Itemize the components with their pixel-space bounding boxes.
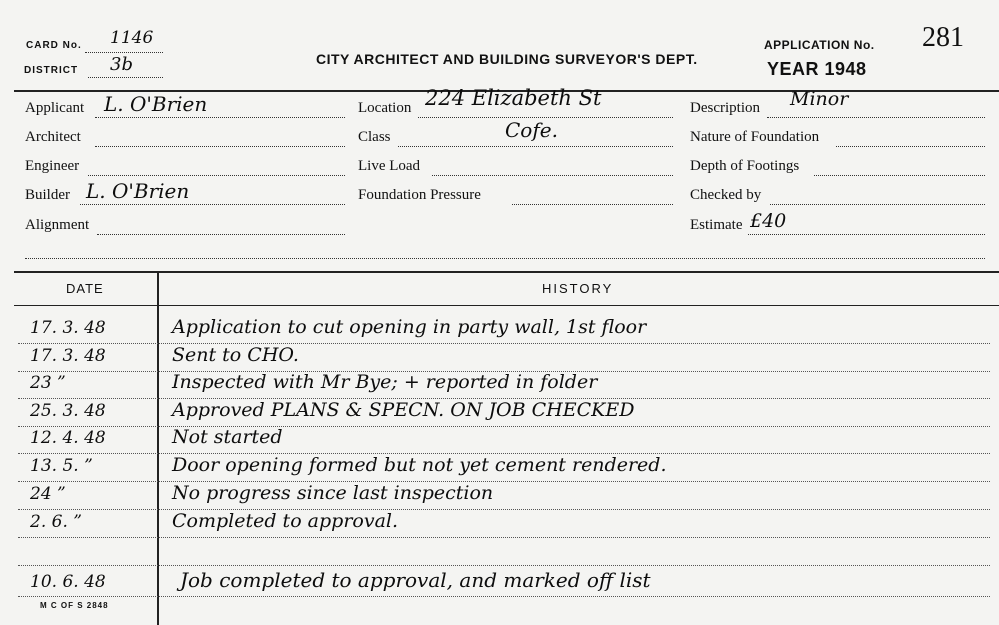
history-date: 13. 5. ” bbox=[30, 456, 93, 476]
history-date: 25. 3. 48 bbox=[30, 401, 106, 421]
applicant-label: Applicant bbox=[25, 100, 85, 116]
estimate-value: £40 bbox=[750, 210, 787, 232]
history-entry: Not started bbox=[172, 426, 283, 448]
history-date: 24 ” bbox=[30, 484, 66, 504]
location-label: Location bbox=[358, 100, 412, 116]
card-no-label: CARD No. bbox=[26, 40, 82, 51]
alignment-label: Alignment bbox=[25, 217, 90, 233]
engineer-label: Engineer bbox=[25, 158, 80, 174]
district-label: DISTRICT bbox=[24, 65, 79, 76]
description-value: Minor bbox=[790, 88, 849, 110]
history-date: 10. 6. 48 bbox=[30, 572, 106, 592]
history-entry: Job completed to approval, and marked off list bbox=[180, 568, 651, 592]
checked-by-label: Checked by bbox=[690, 187, 762, 203]
architect-label: Architect bbox=[25, 129, 81, 145]
history-date: 17. 3. 48 bbox=[30, 346, 106, 366]
history-entry: Sent to CHO. bbox=[172, 344, 299, 366]
estimate-label: Estimate bbox=[690, 217, 743, 233]
applicant-value: L. O'Brien bbox=[104, 92, 208, 116]
description-label: Description bbox=[690, 100, 760, 116]
history-date: 2. 6. ” bbox=[30, 512, 82, 532]
application-no-value: 281 bbox=[922, 22, 964, 53]
history-date: 23 ” bbox=[30, 373, 66, 393]
class-value: Cofe. bbox=[505, 118, 558, 142]
history-column-header: HISTORY bbox=[542, 281, 614, 296]
location-value: 224 Elizabeth St bbox=[425, 86, 602, 110]
history-entry: Inspected with Mr Bye; + reported in folder bbox=[172, 371, 598, 393]
history-entry: Approved PLANS & SPECN. ON JOB CHECKED bbox=[172, 399, 635, 421]
history-entry: Door opening formed but not yet cement rendered. bbox=[172, 454, 667, 476]
nature-of-foundation-label: Nature of Foundation bbox=[690, 129, 820, 145]
history-entry: Application to cut opening in party wall, 1st floor bbox=[172, 316, 647, 338]
history-date: 17. 3. 48 bbox=[30, 318, 106, 338]
history-entry: No progress since last inspection bbox=[172, 482, 494, 504]
date-column-header: DATE bbox=[66, 281, 104, 296]
district-value: 3b bbox=[110, 54, 133, 75]
builder-value: L. O'Brien bbox=[86, 179, 190, 203]
builder-label: Builder bbox=[25, 187, 70, 203]
live-load-label: Live Load bbox=[358, 158, 421, 174]
class-label: Class bbox=[358, 129, 391, 145]
history-date: 12. 4. 48 bbox=[30, 428, 106, 448]
application-no-label: APPLICATION No. bbox=[764, 38, 875, 52]
year-label: YEAR 1948 bbox=[767, 59, 867, 79]
depth-of-footings-label: Depth of Footings bbox=[690, 158, 800, 174]
department-title: CITY ARCHITECT AND BUILDING SURVEYOR'S DEPT. bbox=[316, 51, 698, 67]
card-no-value: 1146 bbox=[110, 28, 154, 48]
form-code: M C OF S 2848 bbox=[40, 601, 109, 610]
foundation-pressure-label: Foundation Pressure bbox=[358, 187, 481, 203]
history-entry: Completed to approval. bbox=[172, 510, 399, 532]
